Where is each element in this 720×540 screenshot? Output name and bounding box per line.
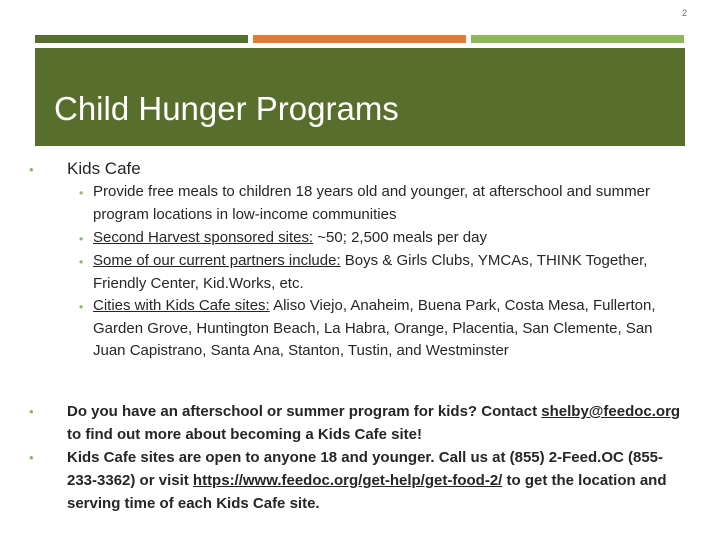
bullet-icon: • [29,450,34,465]
bullet-icon: • [29,404,34,419]
list-item: Second Harvest sponsored sites: ~50; 2,500 meals per day [93,229,487,246]
item-lead: Second Harvest sponsored sites: [93,229,314,246]
bullet-icon: • [29,162,34,177]
bullet-icon: • [79,186,84,200]
page-number: 2 [681,8,687,18]
email-link[interactable]: shelby@feedoc.org [541,403,681,420]
accent-stripe-orange [253,35,466,43]
title-band [35,48,685,146]
slide-title: Child Hunger Programs [54,90,399,127]
callout-contact: Do you have an afterschool or summer program for kids? Contact shelby@feedoc.org to find out more about becoming a Kids Cafe site! [67,403,681,443]
bullet-icon: • [79,300,84,314]
callout-visit: Kids Cafe sites are open to anyone 18 and younger. Call us at (855) 2-Feed.OC (855-233-3362) or visit https://www.feedoc.org/get-help/get-food-2/ to get the location and serving time of each Kids Cafe site. [67,449,667,512]
bullet-icon: • [79,255,84,269]
list-item: Some of our current partners include: Boys & Girls Clubs, YMCAs, THINK Together, Friendly Center, Kid.Works, etc. [93,252,648,292]
bullet-icon: • [79,232,84,246]
item-lead: Some of our current partners include: [93,252,341,269]
item-lead: Cities with Kids Cafe sites: [93,297,270,314]
list-item: Provide free meals to children 18 years old and younger, at afterschool and summer program locations in low-income communities [93,183,650,223]
accent-stripe-light-green [471,35,684,43]
section-heading: Kids Cafe [67,159,141,178]
website-link[interactable]: https://www.feedoc.org/get-help/get-food-2/ [192,472,503,489]
accent-stripe-green [35,35,248,43]
list-item: Cities with Kids Cafe sites: Aliso Viejo, Anaheim, Buena Park, Costa Mesa, Fullerton, Garden Grove, Huntington Beach, La Habra, Orange, Placentia, San Clemente, San Juan Capistrano, Santa Ana, Stanton, Tustin, and Westminster [93,297,656,359]
